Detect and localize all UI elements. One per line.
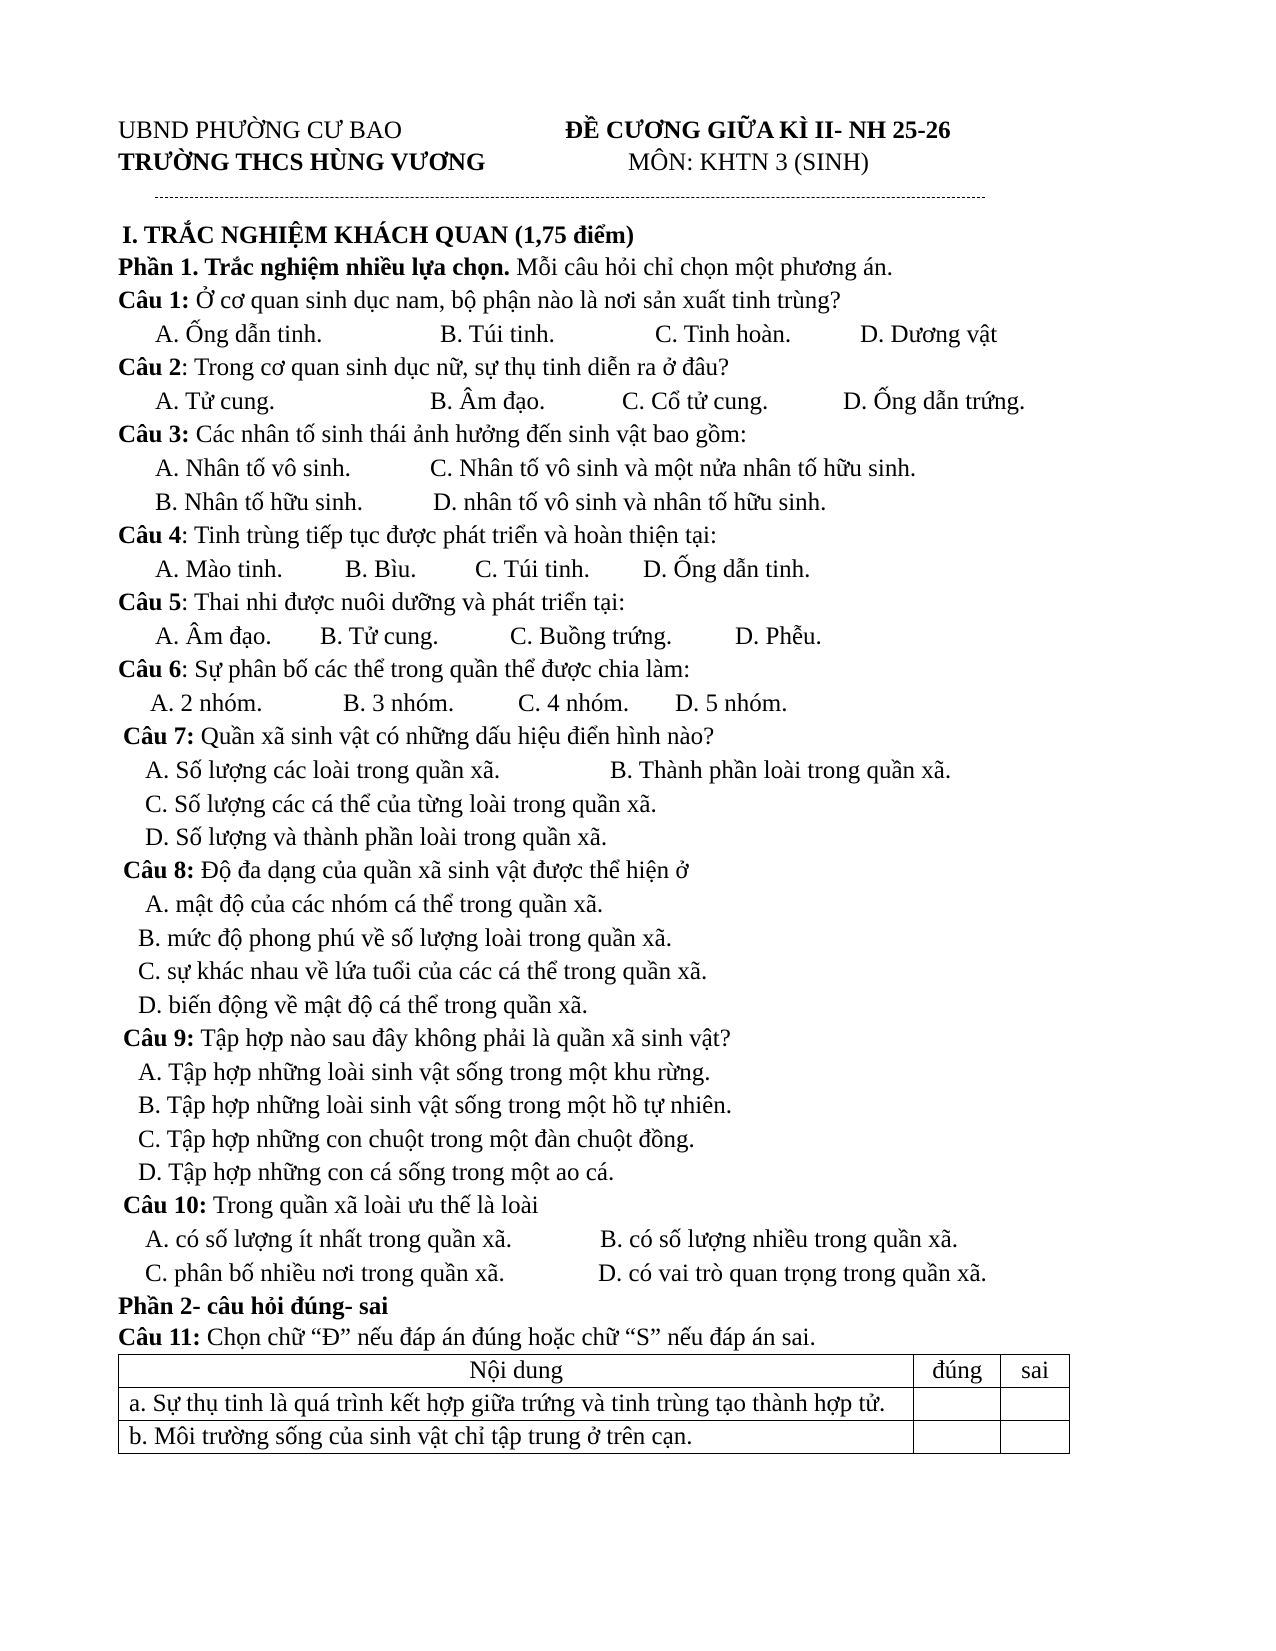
true-cell[interactable]: [914, 1388, 1001, 1421]
question-6: [118, 654, 690, 686]
question-4: [118, 520, 717, 552]
question-text: : Tinh trùng tiếp tục được phát triển và hoàn thiện tại:: [181, 522, 717, 549]
option: A. Âm đạo.: [155, 623, 272, 650]
table-row: [119, 1421, 1070, 1454]
option: A. mật độ của các nhóm cá thể trong quần xã.: [145, 891, 604, 918]
section-title: I. TRẮC NGHIỆM KHÁCH QUAN (1,75 điểm): [122, 222, 635, 249]
option: C. Tập hợp những con chuột trong một đàn chuột đồng.: [138, 1126, 695, 1153]
question-label: Câu 6: [118, 656, 182, 683]
question-3: [118, 419, 747, 451]
option: C. Nhân tố vô sinh và một nửa nhân tố hữu sinh.: [430, 455, 917, 482]
option: A. Số lượng các loài trong quần xã.: [145, 757, 501, 784]
option: C. Cổ tử cung.: [622, 388, 769, 415]
false-cell[interactable]: [1001, 1388, 1070, 1421]
header-content: Nội dung: [119, 1355, 914, 1388]
question-text: Tập hợp nào sau đây không phải là quần xã sinh vật?: [194, 1025, 731, 1052]
question-label: Câu 9:: [123, 1025, 195, 1052]
option: A. Nhân tố vô sinh.: [155, 455, 351, 482]
header-subject: MÔN: KHTN 3 (SINH): [628, 149, 869, 176]
option: C. Túi tinh.: [475, 556, 590, 583]
question-8: [123, 855, 689, 887]
question-10: [123, 1190, 539, 1222]
header-false: sai: [1001, 1355, 1070, 1388]
option: A. 2 nhóm.: [150, 690, 263, 717]
option: B. 3 nhóm.: [343, 690, 455, 717]
row-content: b. Môi trường sống của sinh vật chỉ tập trung ở trên cạn.: [119, 1421, 914, 1454]
header-school: TRƯỜNG THCS HÙNG VƯƠNG: [118, 149, 486, 176]
option: C. Tinh hoàn.: [655, 321, 792, 348]
false-cell[interactable]: [1001, 1421, 1070, 1454]
option: D. Dương vật: [860, 321, 998, 348]
option: B. Tử cung.: [320, 623, 439, 650]
question-2: [118, 352, 729, 384]
option: D. nhân tố vô sinh và nhân tố hữu sinh.: [433, 489, 827, 516]
option: B. Thành phần loài trong quần xã.: [610, 757, 952, 784]
question-1: [118, 285, 841, 317]
option: D. Tập hợp những con cá sống trong một ao cá.: [138, 1159, 615, 1186]
question-label: Câu 8:: [123, 857, 195, 884]
question-11: [118, 1322, 816, 1354]
question-7: [123, 721, 714, 753]
option: B. Nhân tố hữu sinh.: [155, 489, 363, 516]
question-label: Câu 3:: [118, 421, 190, 448]
question-text: : Sự phân bố các thể trong quần thể được chia làm:: [181, 656, 691, 683]
row-content: a. Sự thụ tinh là quá trình kết hợp giữa trứng và tinh trùng tạo thành hợp tử.: [119, 1388, 914, 1421]
true-false-table: [118, 1354, 1070, 1454]
option: A. có số lượng ít nhất trong quần xã.: [145, 1226, 512, 1253]
question-label: Câu 4: [118, 522, 182, 549]
question-label: Câu 11:: [118, 1324, 201, 1351]
option: A. Ống dẫn tinh.: [155, 321, 323, 348]
question-5: [118, 587, 625, 619]
question-text: Độ đa dạng của quần xã sinh vật được thể hiện ở: [194, 857, 689, 884]
question-text: Các nhân tố sinh thái ảnh hưởng đến sinh vật bao gồm:: [189, 421, 747, 448]
question-text: Chọn chữ “Đ” nếu đáp án đúng hoặc chữ “S” nếu đáp án sai.: [200, 1324, 816, 1351]
option: A. Tử cung.: [155, 388, 276, 415]
option: B. Túi tinh.: [440, 321, 555, 348]
option: A. Mào tinh.: [155, 556, 283, 583]
question-text: Ở cơ quan sinh dục nam, bộ phận nào là nơi sản xuất tinh trùng?: [189, 287, 841, 314]
option: C. Số lượng các cá thể của từng loài trong quần xã.: [145, 791, 657, 818]
question-text: Trong quần xã loài ưu thế là loài: [207, 1192, 539, 1219]
part1-label: Phần 1. Trắc nghiệm nhiều lựa chọn.: [118, 254, 510, 281]
option: D. Ống dẫn tinh.: [643, 556, 811, 583]
table-row: [119, 1388, 1070, 1421]
option: B. Bìu.: [345, 556, 417, 583]
option: C. phân bố nhiều nơi trong quần xã.: [145, 1260, 505, 1287]
part1-instruction: Mỗi câu hỏi chỉ chọn một phương án.: [509, 254, 893, 281]
question-label: Câu 10:: [123, 1192, 208, 1219]
part1-heading: [118, 252, 893, 284]
question-label: Câu 1:: [118, 287, 190, 314]
question-label: Câu 2: [118, 354, 182, 381]
option: A. Tập hợp những loài sinh vật sống trong một khu rừng.: [138, 1059, 711, 1086]
question-text: Quần xã sinh vật có những dấu hiệu điển hình nào?: [194, 723, 715, 750]
table-header-row: [119, 1355, 1070, 1388]
option: D. có vai trò quan trọng trong quần xã.: [598, 1260, 987, 1287]
question-label: Câu 5: [118, 589, 182, 616]
option: D. Phễu.: [735, 623, 822, 650]
option: D. 5 nhóm.: [675, 690, 788, 717]
header-divider: [155, 197, 985, 198]
question-text: : Trong cơ quan sinh dục nữ, sự thụ tinh diễn ra ở đâu?: [181, 354, 730, 381]
option: D. Số lượng và thành phần loài trong quần xã.: [145, 824, 608, 851]
question-9: [123, 1023, 731, 1055]
header-true: đúng: [914, 1355, 1001, 1388]
option: B. Tập hợp những loài sinh vật sống trong một hồ tự nhiên.: [138, 1092, 732, 1119]
option: C. sự khác nhau về lứa tuổi của các cá thể trong quần xã.: [138, 958, 708, 985]
question-label: Câu 7:: [123, 723, 195, 750]
option: C. 4 nhóm.: [518, 690, 630, 717]
part2-title: Phần 2- câu hỏi đúng- sai: [118, 1293, 389, 1320]
question-text: : Thai nhi được nuôi dưỡng và phát triển tại:: [181, 589, 626, 616]
header-ward: UBND PHƯỜNG CƯ BAO: [118, 117, 402, 144]
header-doc-title: ĐỀ CƯƠNG GIỮA KÌ II- NH 25-26: [565, 117, 951, 144]
option: B. có số lượng nhiều trong quần xã.: [600, 1226, 958, 1253]
option: C. Buồng trứng.: [510, 623, 673, 650]
option: B. mức độ phong phú về số lượng loài trong quần xã.: [138, 925, 673, 952]
option: D. Ống dẫn trứng.: [843, 388, 1026, 415]
option: D. biến động về mật độ cá thể trong quần xã.: [138, 992, 588, 1019]
option: B. Âm đạo.: [430, 388, 546, 415]
true-cell[interactable]: [914, 1421, 1001, 1454]
